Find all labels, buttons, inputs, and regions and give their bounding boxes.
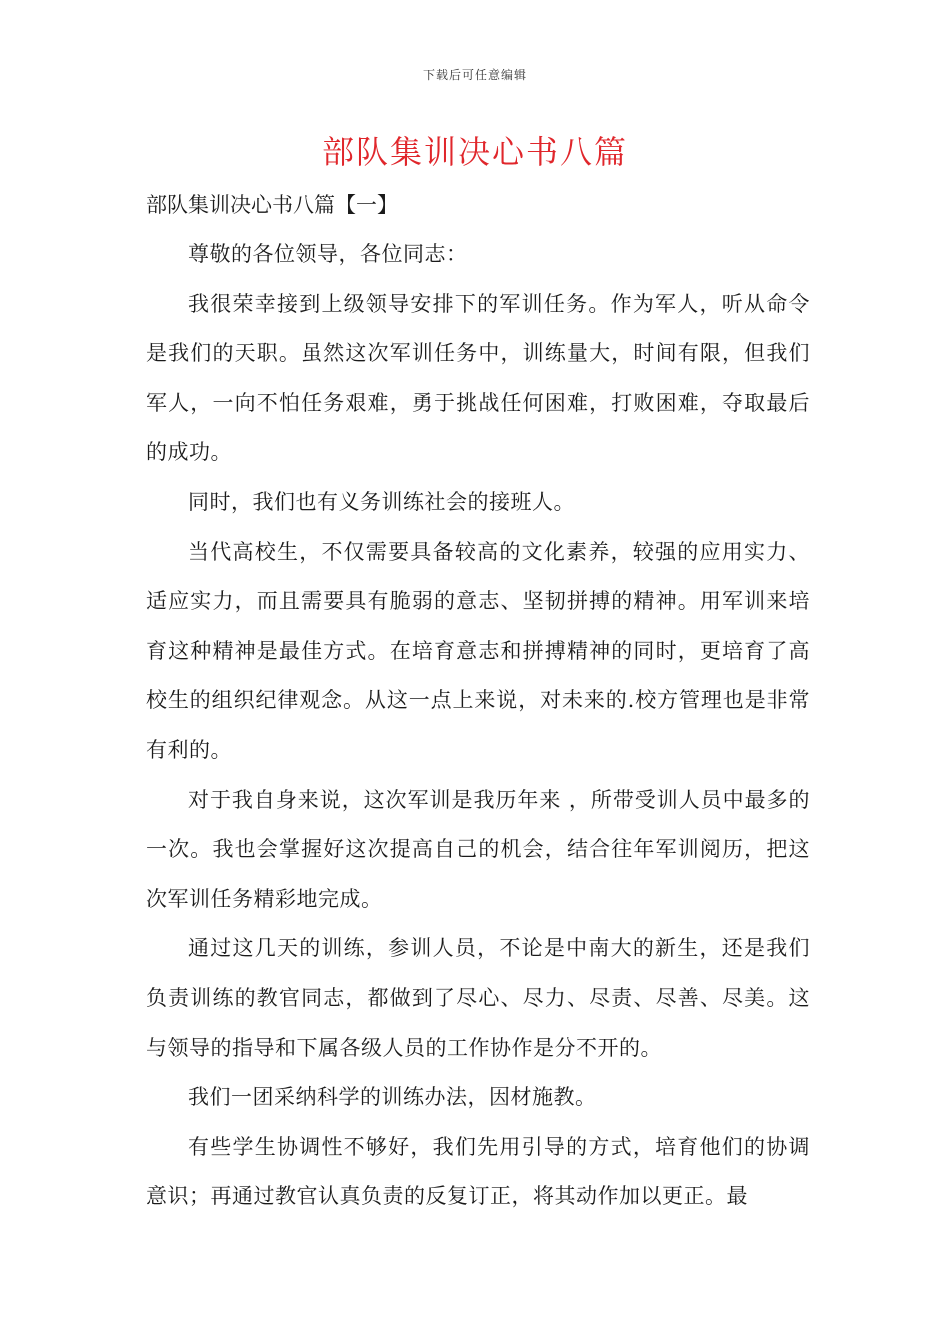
document-title: 部队集训决心书八篇 xyxy=(321,133,628,171)
paragraph: 我很荣幸接到上级领导安排下的军训任务。作为军人，听从命令是我们的天职。虽然这次军训任务中，训练量大，时间有限，但我们军人，一向不怕任务艰难，勇于挑战任何困难，打败困难，夺取最后的成功。 xyxy=(146,291,810,465)
paragraph: 当代高校生，不仅需要具备较高的文化素养，较强的应用实力、适应实力，而且需要具有脆弱的意志、坚韧拼搏的精神。用军训来培育这种精神是最佳方式。在培育意志和拼搏精神的同时，更培育了高校生的组织纪律观念。从这一点上来说，对未来的.校方管理也是非常有利的。 xyxy=(146,539,810,762)
paragraph: 我们一团采纳科学的训练办法，因材施教。 xyxy=(188,1085,597,1110)
paragraph-salutation: 尊敬的各位领导，各位同志： xyxy=(188,242,468,266)
paragraph: 有些学生协调性不够好，我们先用引导的方式，培育他们的协调意识；再通过教官认真负责的反复订正，将其动作加以更正。最 xyxy=(146,1134,810,1209)
paragraph: 对于我自身来说，这次军训是我历年来 ，所带受训人员中最多的一次。我也会掌握好这次提高自己的机会，结合往年军训阅历，把这次军训任务精彩地完成。 xyxy=(146,787,810,911)
paragraph: 同时，我们也有义务训练社会的接班人。 xyxy=(188,489,575,514)
header-note: 下载后可任意编辑 xyxy=(422,68,527,82)
section-heading: 部队集训决心书八篇【一】 xyxy=(146,193,398,217)
paragraph: 通过这几天的训练，参训人员，不论是中南大的新生，还是我们负责训练的教官同志，都做到了尽心、尽力、尽责、尽善、尽美。这与领导的指导和下属各级人员的工作协作是分不开的。 xyxy=(146,936,810,1060)
document-body xyxy=(146,180,810,1222)
